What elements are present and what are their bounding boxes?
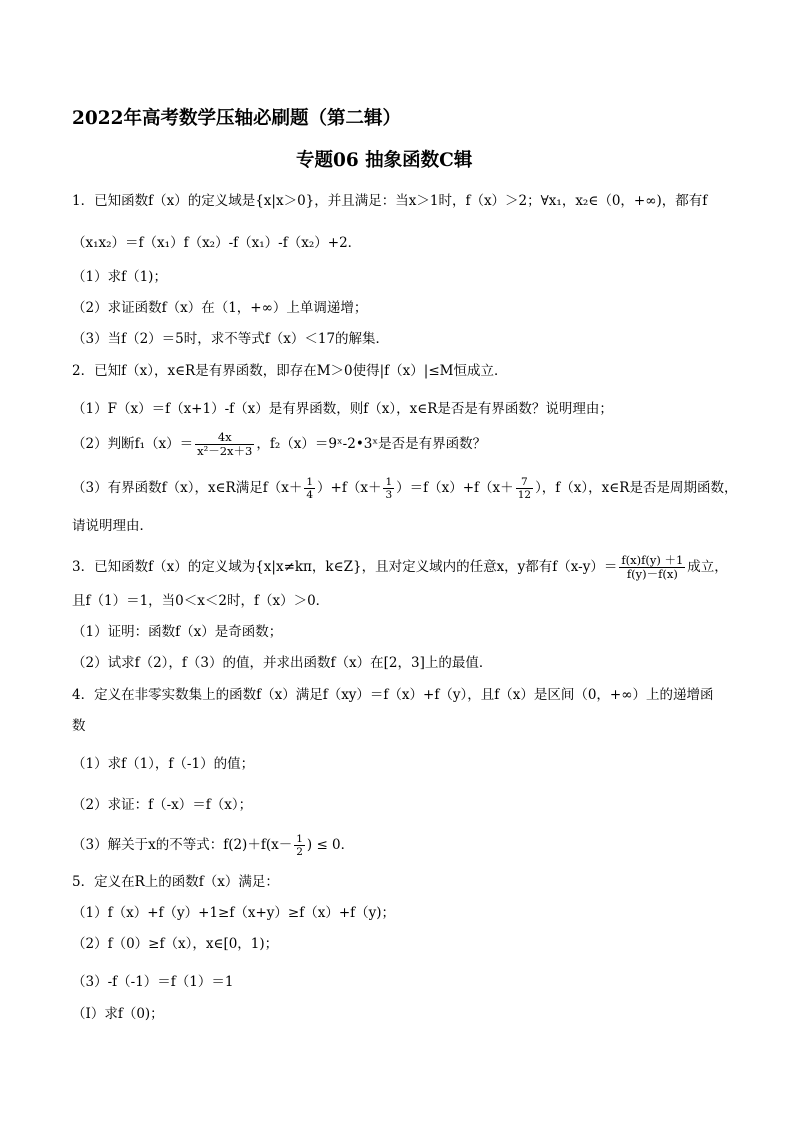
- problem-4-question-3: [72, 833, 354, 858]
- problem-1-question-3: （3）当f（2）＝5时，求不等式f（x）＜17的解集．: [72, 331, 390, 347]
- problem-5-condition-2: （2）f（0）≥f（x），x∈[0，1)；: [72, 936, 279, 952]
- problem-5-line-1: 5．定义在R上的函数f（x）满足：: [72, 874, 279, 890]
- document-title: 2022年高考数学压轴必刷题（第二辑）: [72, 108, 401, 129]
- problem-1-line-1: 1．已知函数f（x）的定义域是{x|x＞0}，并且满足：当x＞1时，f（x）＞2；∀x₁，x₂∈（0，+∞)，都有f: [72, 193, 708, 209]
- q3-part-b: ）+f（x＋: [317, 480, 382, 496]
- p3-fraction-den: f(y)－f(x): [626, 567, 678, 581]
- p4-q3-prefix: （3）解关于x的不等式：f(2)＋f(x－: [72, 837, 293, 853]
- problem-3-line-1: [72, 554, 728, 581]
- q3-fraction-3-den: 12: [517, 489, 532, 501]
- q3-part-a: （3）有界函数f（x），x∈R满足f（x＋: [72, 480, 303, 496]
- problem-2-question-3: [72, 476, 737, 501]
- q2-fraction-denominator: x²－2x＋3: [197, 444, 253, 458]
- p4-q3-fraction-num: 1: [296, 833, 303, 845]
- problem-4-line-2: 数: [72, 718, 86, 734]
- p4-q3-fraction-den: 2: [296, 846, 303, 858]
- problem-3-question-2: （2）试求f（2），f（3）的值，并求出函数f（x）在[2，3]上的最值．: [72, 655, 493, 671]
- problem-2-line-1: 2．已知f（x），x∈R是有界函数，即存在M＞0使得|f（x）|≤M恒成立．: [72, 363, 508, 379]
- p3-fraction-num: f(x)f(y) ＋1: [621, 553, 684, 567]
- document-subtitle: 专题06 抽象函数C辑: [296, 150, 473, 171]
- p3-fraction: [619, 554, 685, 581]
- problem-4-question-1: （1）求f（1），f（-1）的值；: [72, 756, 255, 772]
- p4-q3-suffix: ) ≤ 0．: [306, 837, 355, 853]
- q3-fraction-1-den: 4: [306, 489, 314, 501]
- q3-fraction-1: [304, 476, 315, 501]
- q3-fraction-2: [383, 476, 394, 501]
- problem-1-line-2: （x₁x₂）＝f（x₁）f（x₂）-f（x₁）-f（x₂）+2．: [72, 235, 362, 251]
- problem-5-question-I: （Ⅰ）求f（0)；: [72, 1006, 164, 1022]
- q3-fraction-3-num: 7: [516, 476, 533, 489]
- q3-fraction-2-num: 1: [385, 476, 393, 488]
- problem-2-question-3-line-2: 请说明理由．: [72, 518, 153, 534]
- problem-5-condition-1: （1）f（x）+f（y）+1≥f（x+y）≥f（x）+f（y)；: [72, 905, 396, 921]
- problem-4-question-2: （2）求证：f（-x）＝f（x）；: [72, 797, 253, 813]
- q3-fraction-2-den: 3: [385, 489, 393, 501]
- q2-fraction: [195, 431, 254, 458]
- problem-4-line-1: 4．定义在非零实数集上的函数f（x）满足f（xy）＝f（x）+f（y），且f（x）是区间（0，+∞）上的递增函: [72, 687, 714, 703]
- q2-fraction-numerator: 4x: [195, 431, 254, 445]
- p3-prefix: 3．已知函数f（x）的定义域为{x|x≠kπ，k∈Z}，且对定义域内的任意x，y都有f（x-y）＝: [72, 559, 618, 575]
- problem-3-question-1: （1）证明：函数f（x）是奇函数；: [72, 624, 283, 640]
- q3-fraction-1-num: 1: [306, 476, 314, 488]
- problem-5-condition-3: （3）-f（-1）＝f（1）＝1: [72, 974, 234, 990]
- problem-2-question-2: [72, 431, 486, 458]
- problem-3-line-2: 且f（1）＝1，当0＜x＜2时，f（x）＞0．: [72, 593, 330, 609]
- p3-suffix: 成立，: [687, 559, 728, 575]
- q3-fraction-3: [516, 476, 533, 501]
- q2-suffix: ，f₂（x）＝9ˣ-2•3ˣ是否是有界函数？: [256, 436, 487, 452]
- q2-prefix: （2）判断f₁（x）＝: [72, 436, 194, 452]
- problem-1-question-2: （2）求证函数f（x）在（1，+∞）上单调递增；: [72, 300, 368, 316]
- problem-2-question-1: （1）F（x）＝f（x+1）-f（x）是有界函数，则f（x），x∈R是否是有界函数？说明理由；: [72, 401, 613, 417]
- p4-q3-fraction: [294, 833, 305, 858]
- q3-part-c: ）＝f（x）+f（x＋: [396, 480, 514, 496]
- q3-part-d: ），f（x），x∈R是否是周期函数，: [535, 480, 738, 496]
- problem-1-question-1: （1）求f（1)；: [72, 269, 167, 285]
